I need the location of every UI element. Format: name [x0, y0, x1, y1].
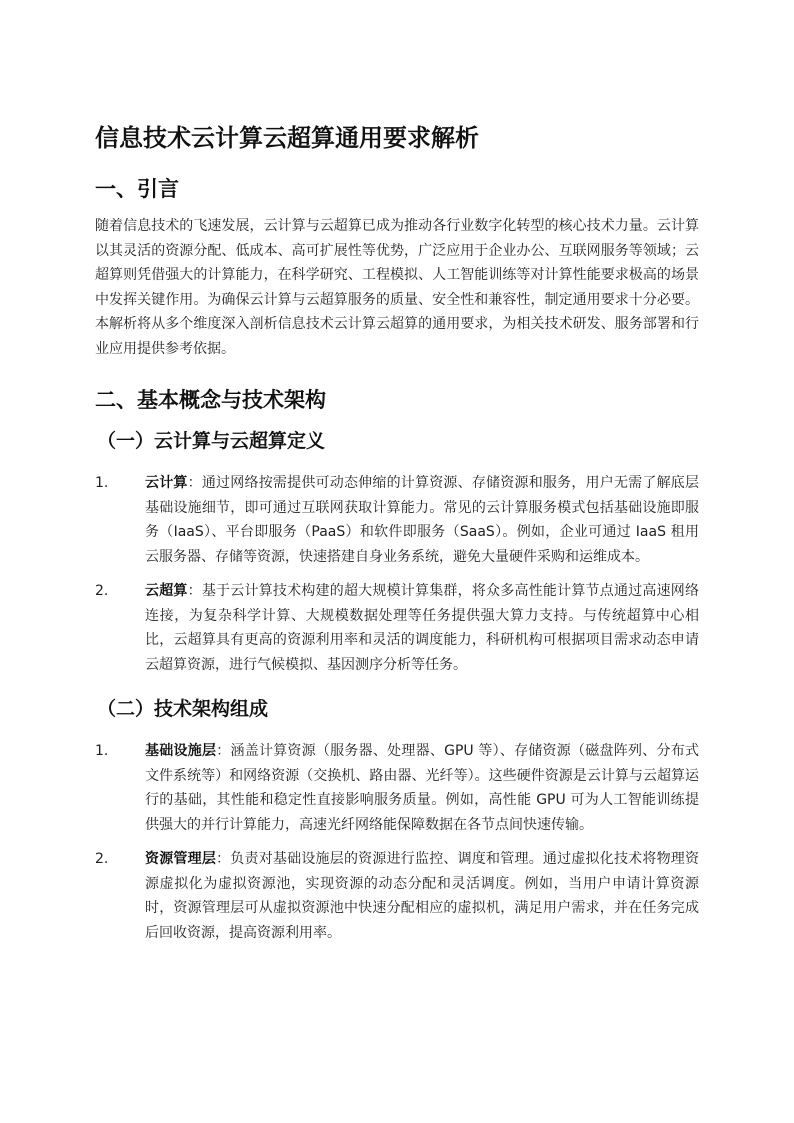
list-item: [95, 847, 699, 945]
architecture-list: [95, 739, 699, 945]
list-item-term: 云超算: [145, 583, 188, 599]
list-item-text: ：涵盖计算资源（服务器、处理器、GPU 等）、存储资源（磁盘阵列、分布式文件系统等）和网络资源（交换机、路由器、光纤等）。这些硬件资源是云计算与云超算运行的基础，其性能和稳定性直接影响服务质量。例如，高性能 GPU 可为人工智能训练提供强大的并行计算能力，高速光纤网络能保障数据在各节点间快速传输。: [145, 743, 699, 833]
intro-paragraph: 随着信息技术的飞速发展，云计算与云超算已成为推动各行业数字化转型的核心技术力量。云计算以其灵活的资源分配、低成本、高可扩展性等优势，广泛应用于企业办公、互联网服务等领域；云超算则凭借强大的计算能力，在科学研究、工程模拟、人工智能训练等对计算性能要求极高的场景中发挥关键作用。为确保云计算与云超算服务的质量、安全性和兼容性，制定通用要求十分必要。本解析将从多个维度深入剖析信息技术云计算云超算的通用要求，为相关技术研发、服务部署和行业应用提供参考依据。: [95, 218, 699, 357]
list-item-number: 1.: [95, 743, 109, 759]
list-item-text: ：基于云计算技术构建的超大规模计算集群，将众多高性能计算节点通过高速网络连接，为复杂科学计算、大规模数据处理等任务提供强大算力支持。与传统超算中心相比，云超算具有更高的资源利用率和灵活的调度能力，科研机构可根据项目需求动态申请云超算资源，进行气候模拟、基因测序分析等任务。: [145, 583, 700, 673]
list-item-term: 云计算: [145, 475, 188, 491]
list-item-number: 2.: [95, 851, 109, 867]
list-item: [95, 579, 699, 677]
list-item: [95, 471, 699, 569]
subsection-heading-definitions: （一）云计算与云超算定义: [97, 430, 326, 452]
section-heading-intro: 一、引言: [95, 177, 179, 201]
list-item: [95, 739, 699, 837]
list-item-number: 2.: [95, 583, 109, 599]
list-item-text: ：负责对基础设施层的资源进行监控、调度和管理。通过虚拟化技术将物理资源虚拟化为虚拟资源池，实现资源的动态分配和灵活调度。例如，当用户申请计算资源时，资源管理层可从虚拟资源池中快速分配相应的虚拟机，满足用户需求，并在任务完成后回收资源，提高资源利用率。: [145, 851, 700, 941]
list-item-term: 资源管理层: [145, 851, 217, 867]
list-item-number: 1.: [95, 475, 109, 491]
definitions-list: [95, 471, 699, 677]
section-heading-concepts: 二、基本概念与技术架构: [95, 388, 326, 412]
list-item-term: 基础设施层: [145, 743, 217, 759]
list-item-text: ：通过网络按需提供可动态伸缩的计算资源、存储资源和服务，用户无需了解底层基础设施细节，即可通过互联网获取计算能力。常见的云计算服务模式包括基础设施即服务（IaaS）、平台即服务（PaaS）和软件即服务（SaaS）。例如，企业可通过 IaaS 租用云服务器、存储等资源，快速搭建自身业务系统，避免大量硬件采购和运维成本。: [145, 475, 700, 565]
subsection-heading-architecture: （二）技术架构组成: [97, 698, 269, 720]
document-title: 信息技术云计算云超算通用要求解析: [95, 124, 479, 152]
